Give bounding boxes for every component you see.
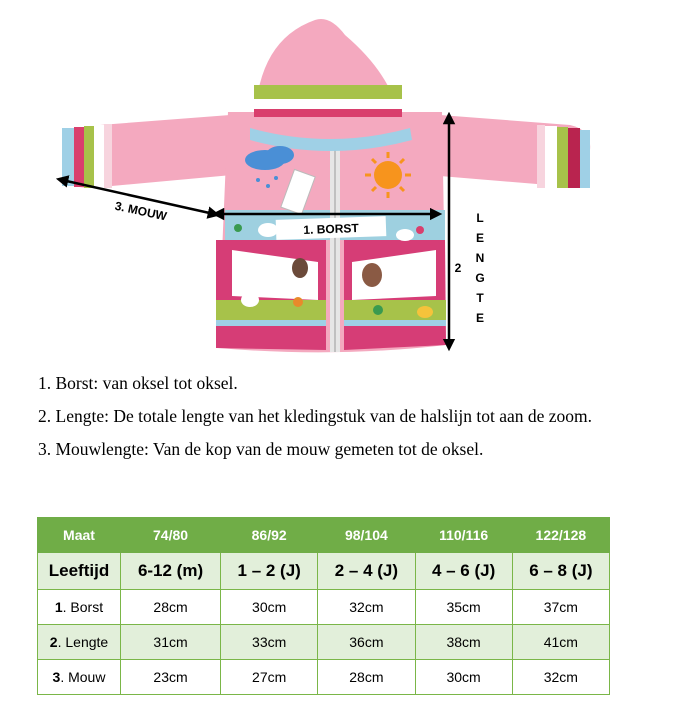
value-cell: 32cm bbox=[318, 590, 415, 625]
instruction-length: 2. Lengte: De totale lengte van het kledingstuk van de halslijn tot aan de zoom. bbox=[38, 406, 593, 426]
row-label bbox=[38, 660, 121, 695]
header-cell: 98/104 bbox=[318, 518, 415, 553]
age-cell: Leeftijd bbox=[38, 553, 121, 590]
age-cell: 6 – 8 (J) bbox=[512, 553, 609, 590]
value-cell: 36cm bbox=[318, 625, 415, 660]
value-cell: 41cm bbox=[512, 625, 609, 660]
size-chart-table bbox=[37, 517, 610, 695]
header-cell: 74/80 bbox=[121, 518, 221, 553]
row-name: . Mouw bbox=[60, 669, 106, 685]
header-cell: 86/92 bbox=[221, 518, 318, 553]
table-row bbox=[38, 660, 610, 695]
value-cell: 35cm bbox=[415, 590, 512, 625]
value-cell: 30cm bbox=[415, 660, 512, 695]
value-cell: 30cm bbox=[221, 590, 318, 625]
row-name: . Lengte bbox=[57, 634, 109, 650]
right-sleeve bbox=[440, 115, 590, 188]
age-cell: 1 – 2 (J) bbox=[221, 553, 318, 590]
table-row bbox=[38, 625, 610, 660]
length-number-label: 2 bbox=[454, 261, 462, 275]
row-number: 2 bbox=[49, 634, 58, 650]
header-cell: 122/128 bbox=[512, 518, 609, 553]
age-cell: 4 – 6 (J) bbox=[415, 553, 512, 590]
chest-label: 1. BORST bbox=[303, 221, 359, 237]
value-cell: 38cm bbox=[415, 625, 512, 660]
length-letter: T bbox=[476, 291, 484, 305]
length-letter: E bbox=[475, 311, 485, 325]
length-letter: L bbox=[476, 211, 484, 225]
header-cell: 110/116 bbox=[415, 518, 512, 553]
value-cell: 28cm bbox=[121, 590, 221, 625]
value-cell: 28cm bbox=[318, 660, 415, 695]
length-letters bbox=[475, 211, 484, 325]
age-cell: 2 – 4 (J) bbox=[318, 553, 415, 590]
value-cell: 37cm bbox=[512, 590, 609, 625]
age-row bbox=[38, 553, 610, 590]
table-header-row bbox=[38, 518, 610, 553]
row-number: 1 bbox=[54, 599, 63, 615]
value-cell: 32cm bbox=[512, 660, 609, 695]
left-sleeve bbox=[62, 115, 232, 188]
header-cell: Maat bbox=[38, 518, 121, 553]
row-label bbox=[38, 625, 121, 660]
value-cell: 31cm bbox=[121, 625, 221, 660]
row-number: 3 bbox=[52, 669, 61, 685]
chest-label-box bbox=[276, 216, 387, 240]
age-cell: 6-12 (m) bbox=[121, 553, 221, 590]
row-name: . Borst bbox=[62, 599, 104, 615]
measurement-instructions bbox=[38, 372, 683, 471]
sleeve-label: 3. MOUW bbox=[113, 198, 169, 224]
row-label bbox=[38, 590, 121, 625]
length-letter: N bbox=[475, 251, 485, 265]
length-letter: E bbox=[475, 231, 485, 245]
value-cell: 33cm bbox=[221, 625, 318, 660]
value-cell: 27cm bbox=[221, 660, 318, 695]
table-row bbox=[38, 590, 610, 625]
instruction-sleeve: 3. Mouwlengte: Van de kop van de mouw gemeten tot de oksel. bbox=[38, 439, 484, 459]
length-letter: G bbox=[475, 271, 485, 285]
instruction-chest: 1. Borst: van oksel tot oksel. bbox=[38, 373, 238, 393]
value-cell: 23cm bbox=[121, 660, 221, 695]
